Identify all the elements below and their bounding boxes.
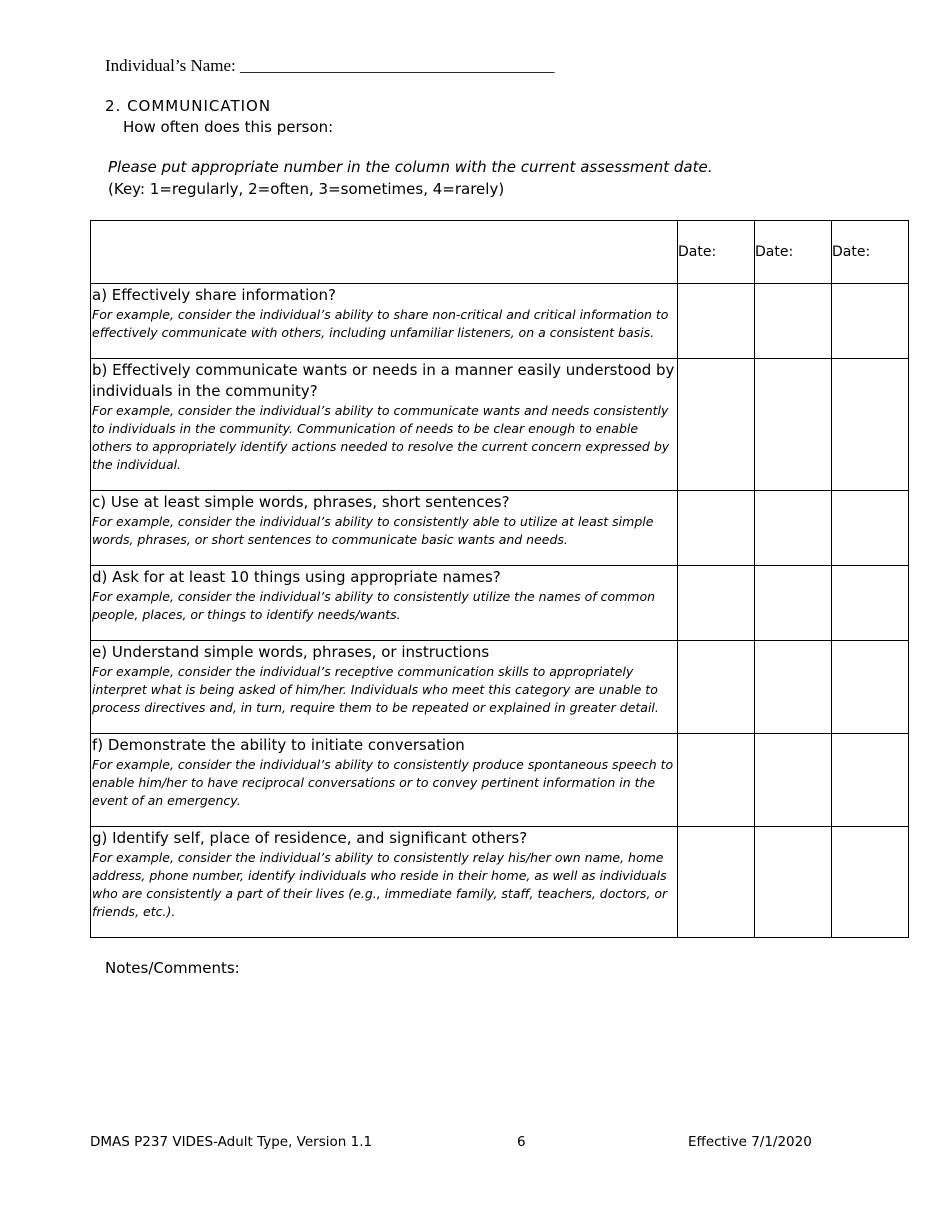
question-title: c) Use at least simple words, phrases, short sentences? (92, 493, 510, 511)
rating-cell[interactable] (678, 641, 755, 734)
footer-form-id: DMAS P237 VIDES-Adult Type, Version 1.1 (90, 1134, 373, 1150)
rating-cell[interactable] (755, 734, 832, 827)
table-row (91, 284, 909, 359)
question-cell (91, 827, 678, 938)
rating-cell[interactable] (678, 491, 755, 566)
rating-key: (Key: 1=regularly, 2=often, 3=sometimes, 4=rarely) (108, 180, 505, 198)
footer-effective-date: Effective 7/1/2020 (688, 1134, 812, 1150)
individual-name-field: Individual’s Name: _____________________________________ (105, 56, 555, 75)
question-cell (91, 566, 678, 641)
rating-cell[interactable] (755, 827, 832, 938)
rating-cell[interactable] (755, 284, 832, 359)
rating-cell[interactable] (678, 284, 755, 359)
question-cell (91, 734, 678, 827)
assessment-table (90, 220, 909, 938)
question-title: f) Demonstrate the ability to initiate conversation (92, 736, 465, 754)
question-example: For example, consider the individual’s ability to communicate wants and needs consistently to individuals in the community. Communication of needs to be clear enough to enable others to appropriately identify actions needed to resolve the current concern expressed by the individual. (92, 403, 670, 472)
rating-cell[interactable] (755, 491, 832, 566)
table-row (91, 641, 909, 734)
question-example: For example, consider the individual’s ability to share non-critical and critical information to effectively communicate with others, including unfamiliar listeners, on a consistent basis. (92, 307, 669, 340)
instruction-text: Please put appropriate number in the column with the current assessment date. (108, 158, 713, 176)
question-example: For example, consider the individual’s ability to consistently able to utilize at least simple words, phrases, or short sentences to communicate basic wants and needs. (92, 514, 654, 547)
question-title: a) Effectively share information? (92, 286, 336, 304)
section-title: 2. COMMUNICATION (105, 97, 272, 115)
rating-cell[interactable] (832, 359, 909, 491)
question-cell (91, 641, 678, 734)
question-example: For example, consider the individual’s ability to consistently produce spontaneous speech to enable him/her to have reciprocal conversations or to convey pertinent information in the event of an emergency. (92, 757, 674, 808)
question-example: For example, consider the individual’s ability to consistently relay his/her own name, home address, phone number, identify individuals who reside in their home, as well as individuals who are consistently a part of their lives (e.g., immediate family, staff, teachers, doctors, or friends, etc.). (92, 850, 668, 919)
question-header-cell (91, 221, 678, 284)
rating-cell[interactable] (832, 284, 909, 359)
question-title: d) Ask for at least 10 things using appropriate names? (92, 568, 501, 586)
table-row (91, 491, 909, 566)
question-title: g) Identify self, place of residence, and significant others? (92, 829, 528, 847)
question-cell (91, 491, 678, 566)
question-example: For example, consider the individual’s ability to consistently utilize the names of common people, places, or things to identify needs/wants. (92, 589, 656, 622)
rating-cell[interactable] (832, 491, 909, 566)
rating-cell[interactable] (832, 827, 909, 938)
table-header-row (91, 221, 909, 284)
table-row (91, 734, 909, 827)
rating-cell[interactable] (755, 566, 832, 641)
question-cell (91, 284, 678, 359)
rating-cell[interactable] (678, 734, 755, 827)
question-title: b) Effectively communicate wants or needs in a manner easily understood by individuals in the community? (92, 361, 675, 400)
rating-cell[interactable] (832, 641, 909, 734)
rating-cell[interactable] (755, 641, 832, 734)
footer-page-number: 6 (517, 1134, 526, 1150)
section-question: How often does this person: (123, 118, 334, 136)
rating-cell[interactable] (678, 827, 755, 938)
date-header-3: Date: (832, 221, 909, 284)
rating-cell[interactable] (678, 359, 755, 491)
table-row (91, 827, 909, 938)
rating-cell[interactable] (678, 566, 755, 641)
table-row (91, 359, 909, 491)
question-cell (91, 359, 678, 491)
table-row (91, 566, 909, 641)
rating-cell[interactable] (832, 566, 909, 641)
question-title: e) Understand simple words, phrases, or instructions (92, 643, 490, 661)
question-example: For example, consider the individual’s receptive communication skills to appropriately interpret what is being asked of him/her. Individuals who meet this category are unable to process directives and, in turn, require them to be repeated or explained in greater detail. (92, 664, 659, 715)
date-header-2: Date: (755, 221, 832, 284)
rating-cell[interactable] (755, 359, 832, 491)
rating-cell[interactable] (832, 734, 909, 827)
notes-label: Notes/Comments: (105, 959, 240, 977)
date-header-1: Date: (678, 221, 755, 284)
